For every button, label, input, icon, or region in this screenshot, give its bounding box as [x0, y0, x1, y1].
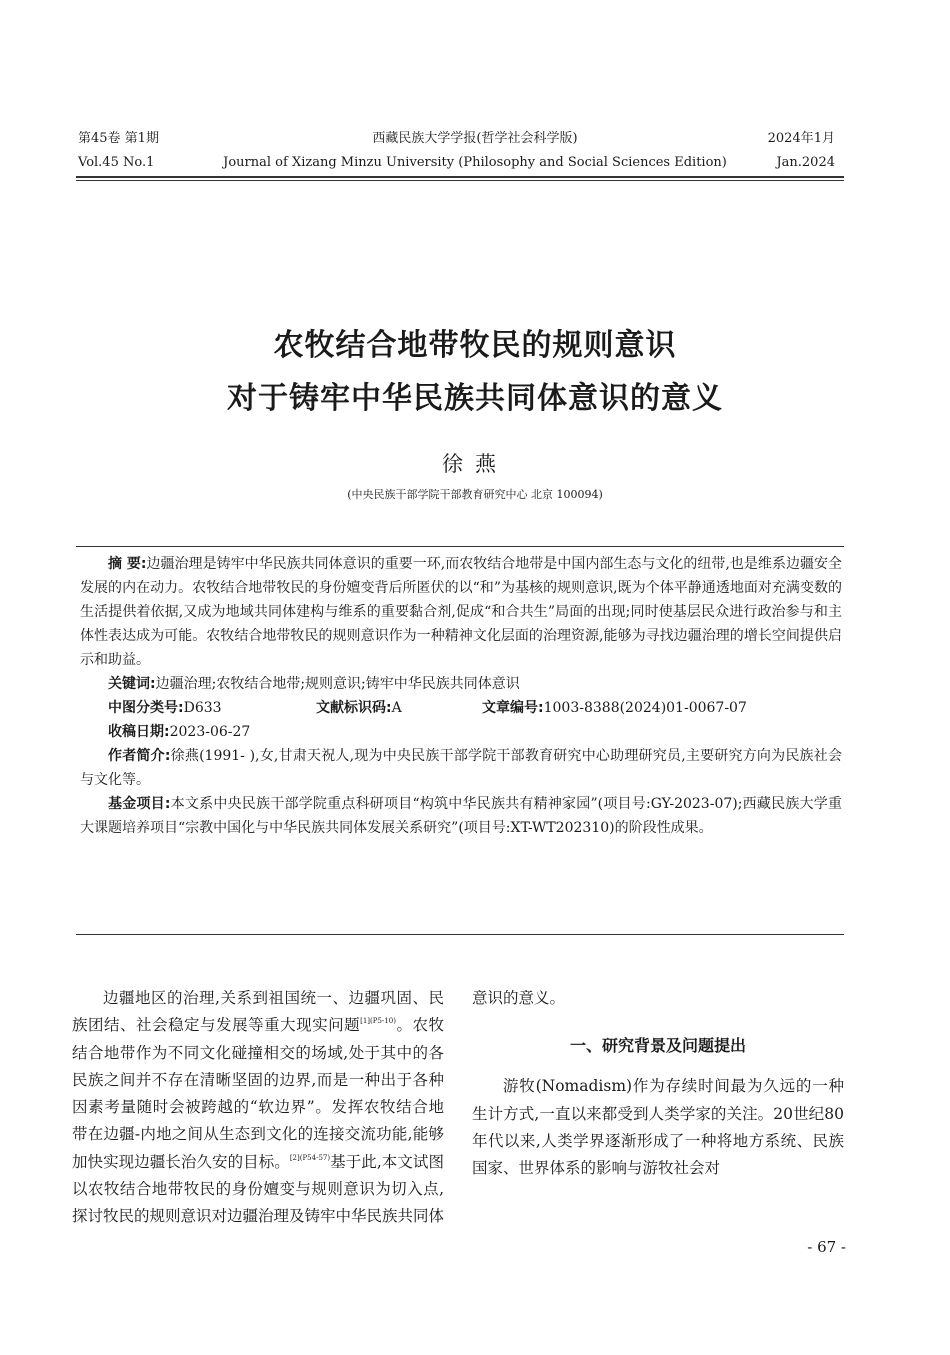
received-line — [80, 720, 842, 744]
body-text: 游牧(Nomadism)作为存续时间最为久远的一种生计方式,一直以来都受到人类学家的关注。20世纪80年代以来,人类学界逐渐形成了一种将地方系统、民族国家、世界体系的影响与游牧社会对 — [472, 1077, 844, 1178]
header-rule-thin — [76, 180, 844, 181]
body-left-column — [72, 985, 444, 1231]
doc-code-label: 文献标识码: — [316, 700, 392, 716]
doc-code-value: A — [391, 700, 402, 716]
article-title-line1: 农牧结合地带牧民的规则意识 — [273, 328, 677, 363]
article-number-label: 文章编号: — [482, 700, 544, 716]
body-paragraph-continued: 意识的意义。 — [472, 989, 566, 1007]
bio-label: 作者简介: — [108, 748, 171, 764]
author-name: 徐燕 — [442, 452, 508, 476]
bio-text: 徐燕(1991- ),女,甘肃天祝人,现为中央民族干部学院干部教育研究中心助理研究员,主要研究方向为民族社会与文化等。 — [80, 748, 842, 788]
clc-value: D633 — [183, 700, 222, 716]
volume-issue-en: Vol.45 No.1 — [78, 155, 155, 170]
article-title-line2: 对于铸牢中华民族共同体意识的意义 — [227, 381, 723, 416]
abstract-text: 边疆治理是铸牢中华民族共同体意识的重要一环,而农牧结合地带是中国内部生态与文化的纽带,也是维系边疆安全发展的内在动力。农牧结合地带牧民的身份嬗变背后所匿伏的以“和”为基核的规则意识,既为个体平静通透地面对充满变数的生活提供着依据,又成为地域共同体建构与维系的重要黏合剂,促成“和合共生”局面的出现;同时使基层民众进行政治参与和主体性表达成为可能。农牧结合地带牧民的规则意识作为一种精神文化层面的治理资源,能够为寻找边疆治理的增长空间提供启示和助益。 — [80, 556, 842, 668]
received-date: 2023-06-27 — [169, 724, 251, 740]
body-right-column — [472, 985, 844, 1182]
section-heading: 一、研究背景及问题提出 — [569, 1036, 746, 1056]
abstract-top-rule — [76, 546, 844, 547]
body-text: 。农牧结合地带作为不同文化碰撞相交的场域,处于其中的各民族之间并不存在清晰坚固的边界,而是一种出于各种因素考量随时会被跨越的“软边界”。发挥农牧结合地带在边疆-内地之间从生态到文化的连接交流功能,能够加快实现边疆长治久安的目标。 — [72, 1016, 444, 1171]
keywords-line — [80, 672, 842, 696]
date-en: Jan.2024 — [776, 155, 835, 170]
author-bio — [80, 744, 842, 792]
citation-ref: [1](P5-10) — [360, 1017, 396, 1026]
abstract-block — [80, 552, 842, 840]
abstract-paragraph — [80, 552, 842, 672]
citation-ref: [2](P54-57) — [289, 1153, 331, 1162]
doc-code-cell — [316, 696, 402, 720]
body-paragraph — [72, 985, 444, 1231]
journal-name-en: Journal of Xizang Minzu University (Philosophy and Social Sciences Edition) — [223, 155, 727, 170]
classification-row — [80, 696, 842, 720]
keywords-label: 关键词: — [108, 676, 156, 692]
page-number: - 67 - — [807, 1238, 846, 1256]
journal-name-cn: 西藏民族大学学报(哲学社会科学版) — [372, 131, 578, 146]
article-number-cell — [482, 696, 747, 720]
article-number-value: 1003-8388(2024)01-0067-07 — [543, 700, 747, 716]
body-paragraph — [472, 1073, 844, 1182]
body-text: 边疆地区的治理,关系到祖国统一、边疆巩固、民族团结、社会稳定与发展等重大现实问题 — [72, 989, 444, 1035]
keywords-text: 边疆治理;农牧结合地带;规则意识;铸牢中华民族共同体意识 — [155, 676, 520, 692]
header-rule — [76, 176, 844, 178]
body-text: 基于此,本文试图以农牧结合地带牧民的身份嬗变与规则意识为切入点,探讨牧民的规则意识对边疆治理及铸牢中华民族共同体 — [72, 1152, 445, 1226]
author-affiliation: (中央民族干部学院干部教育研究中心 北京 100094) — [347, 488, 603, 501]
abstract-label: 摘 要: — [108, 556, 147, 572]
volume-issue-cn: 第45卷 第1期 — [78, 131, 159, 146]
fund-label: 基金项目: — [108, 796, 171, 812]
clc-label: 中图分类号: — [108, 700, 184, 716]
clc-cell — [108, 696, 222, 720]
fund-info — [80, 792, 842, 840]
fund-text: 本文系中央民族干部学院重点科研项目“构筑中华民族共有精神家园”(项目号:GY-2023-07);西藏民族大学重大课题培养项目“宗教中国化与中华民族共同体发展关系研究”(项目号:XT-WT202310)的阶段性成果。 — [80, 796, 842, 836]
received-label: 收稿日期: — [108, 724, 170, 740]
abstract-bottom-rule — [76, 934, 844, 935]
date-cn: 2024年1月 — [767, 131, 835, 146]
